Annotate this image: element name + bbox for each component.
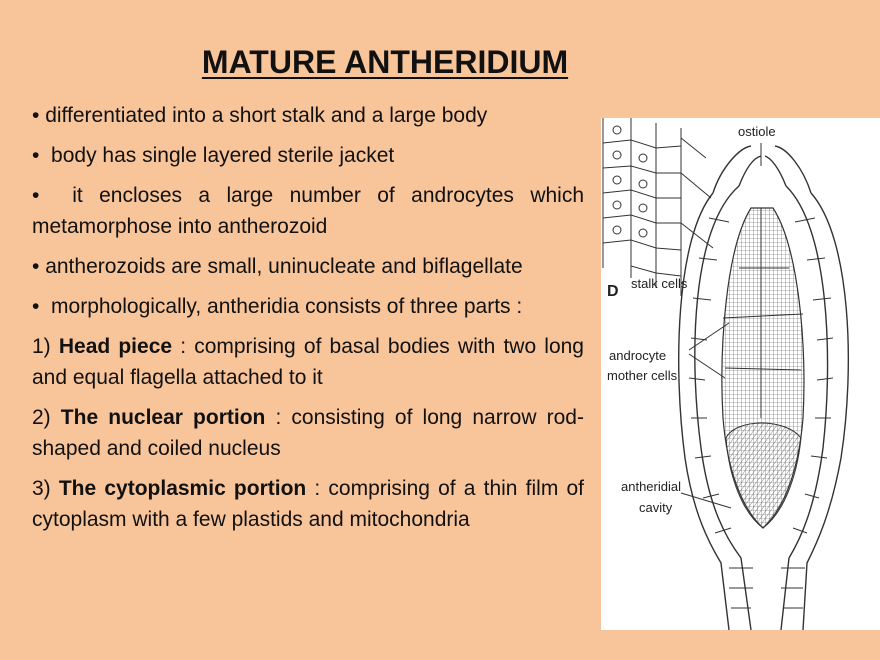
bullet-item (32, 100, 584, 131)
slide-content (32, 100, 584, 544)
part-item (32, 331, 584, 393)
label-stalk-cells: stalk cells (631, 276, 688, 291)
part-number: 1) (32, 335, 51, 358)
part-item (32, 473, 584, 535)
part-number: 2) (32, 406, 51, 429)
bullet-marker: • (32, 295, 40, 318)
antheridium-figure (601, 118, 880, 630)
part-description: : consisting of long narrow rod- shaped and coiled nucleus (32, 406, 584, 460)
antheridium-diagram (601, 118, 880, 630)
label-cavity-line1: antheridial (621, 479, 681, 494)
part-term: The nuclear portion (60, 406, 266, 429)
bullet-text: antherozoids are small, uninucleate and biflagellate (45, 255, 523, 278)
bullet-text: morphologically, antheridia consists of three parts : (51, 295, 523, 318)
label-androcyte-line2: mother cells (607, 368, 678, 383)
part-item (32, 402, 584, 464)
part-term: The cytoplasmic portion (58, 477, 307, 500)
tissue-cells (603, 118, 713, 296)
bullet-item (32, 291, 584, 322)
bullet-item (32, 180, 584, 242)
androcyte-mass (722, 208, 804, 528)
slide-title: MATURE ANTHERIDIUM (201, 44, 569, 80)
part-number: 3) (32, 477, 51, 500)
bullet-marker: • (32, 104, 40, 127)
bullet-marker: • (32, 144, 40, 167)
part-term: Head piece (58, 335, 173, 358)
bullet-item (32, 251, 584, 282)
label-androcyte-line1: androcyte (609, 348, 667, 363)
bullet-item (32, 140, 584, 171)
bullet-marker: • (32, 184, 40, 207)
part-description: : comprising of a thin film of cytoplasm with a few plastids and mitochondria (32, 477, 584, 531)
bullet-marker: • (32, 255, 40, 278)
bullet-text: differentiated into a short stalk and a large body (45, 104, 488, 127)
label-ostiole: ostiole (738, 124, 776, 139)
label-cavity-line2: cavity (639, 500, 673, 515)
label-figure-letter: D (607, 283, 619, 300)
bullet-text: body has single layered sterile jacket (51, 144, 395, 167)
part-description: : comprising of basal bodies with two long and equal flagella attached to it (32, 335, 584, 389)
bullet-text: it encloses a large number of androcytes which metamorphose into antherozoid (32, 184, 585, 238)
